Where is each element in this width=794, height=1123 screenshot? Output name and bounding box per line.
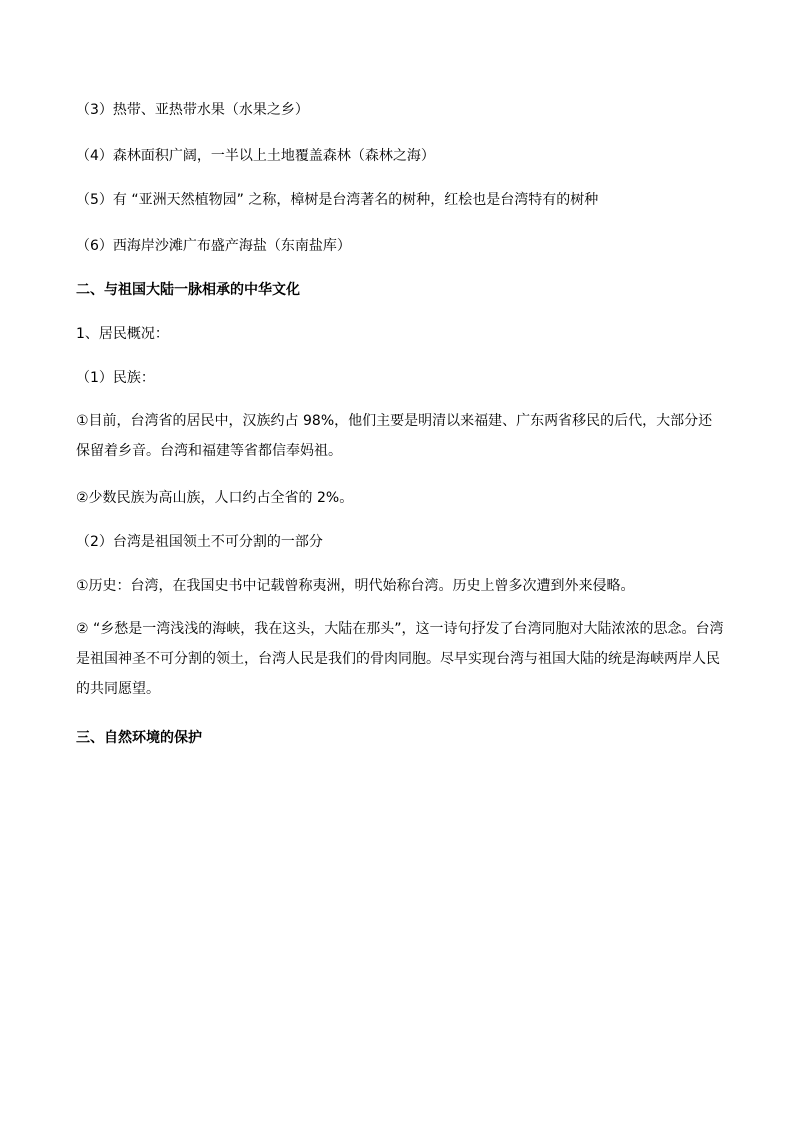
list-item-tropical-fruit: （3）热带、亚热带水果（水果之乡）	[76, 102, 309, 118]
paragraph-nostalgia-poem: ② “乡愁是一湾浅浅的海峡，我在这头，大陆在那头”，这一诗句抒发了台湾同胞对大陆浓浓的思念。台湾是祖国神圣不可分割的领土，台湾人民是我们的骨肉同胞。尽早实现台湾与祖国大陆的统是海峡两岸人民的共同愿望。	[76, 621, 724, 697]
subheading-territory: （2）台湾是祖国领土不可分割的一部分	[76, 534, 323, 550]
list-item-sea-salt: （6）西海岸沙滩广布盛产海盐（东南盐库）	[76, 238, 351, 254]
paragraph-han-population: ①目前，台湾省的居民中，汉族约占 98%，他们主要是明清以来福建、广东两省移民的后代，大部分还保留着乡音。台湾和福建等省都信奉妈祖。	[76, 413, 713, 459]
subheading-ethnicity: （1）民族：	[76, 370, 155, 386]
subheading-residents: 1、居民概况：	[76, 326, 169, 342]
section-heading-environment: 三、自然环境的保护	[76, 730, 202, 746]
section-heading-culture: 二、与祖国大陆一脉相承的中华文化	[76, 282, 300, 298]
list-item-forest: （4）森林面积广阔，一半以上土地覆盖森林（森林之海）	[76, 148, 435, 164]
list-item-botanical-garden: （5）有 “亚洲天然植物园” 之称，樟树是台湾著名的树种，红桧也是台湾特有的树种	[76, 192, 599, 208]
paragraph-history: ①历史：台湾，在我国史书中记载曾称夷洲，明代始称台湾。历史上曾多次遭到外来侵略。	[76, 578, 635, 594]
paragraph-gaoshan-population: ②少数民族为高山族，人口约占全省的 2%。	[76, 490, 354, 506]
